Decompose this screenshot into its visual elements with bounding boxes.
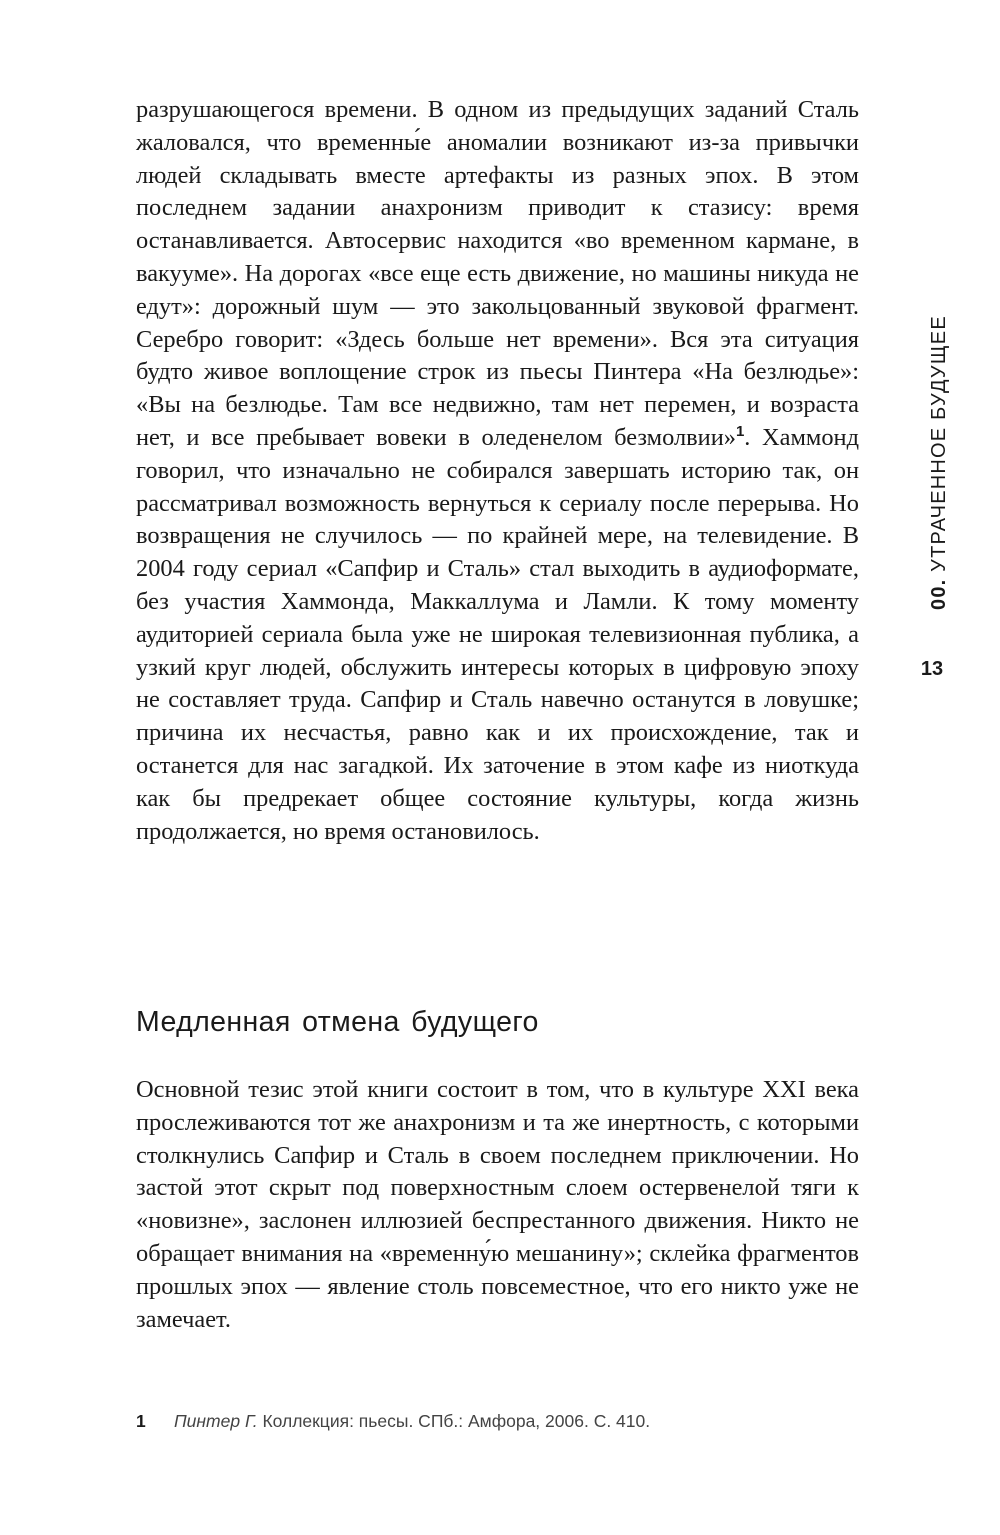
section-heading: Медленная отмена будущего: [136, 1006, 539, 1038]
running-head: [911, 315, 951, 610]
running-head-text: [919, 315, 959, 610]
footnote-reference[interactable]: 1: [735, 422, 745, 440]
footnote-author: Пинтер Г.: [174, 1411, 258, 1431]
paragraph-1-text-a: разрушающегося времени. В одном из предыдущих заданий Сталь жаловался, что временны́е аномалии возникают из-за привычки людей складывать вместе артефакты из разных эпох. В этом последнем задании анахронизм приводит к стазису: время останавливается. Автосервис находится «во временном кармане, в вакууме». На дорогах «все еще есть движение, но машины никуда не едут»: дорожный шум — это закольцованный звуковой фрагмент. Серебро говорит: «Здесь больше нет времени». Вся эта ситуация будто живое воплощение строк из пьесы Пинтера «На безлюдье»: «Вы на безлюдье. Там все недвижно, там нет перемен, и возраста нет, и все пребывает вовеки в оледенелом безмолвии»: [136, 96, 859, 451]
paragraph-1-text-b: . Хаммонд говорил, что изначально не собирался завершать историю так, он рассматривал возможность вернуться к сериалу после перерыва. Но возвращения не случилось — по крайней мере, на телевидение. В 2004 году сериал «Сапфир и Сталь» стал выходить в аудиоформате, без участия Хаммонда, Маккаллума и Ламли. К тому моменту аудиторией сериала была уже не широкая телевизионная публика, а узкий круг людей, обслужить интересы которых в цифровую эпоху не составляет труда. Сапфир и Сталь навечно останутся в ловушке; причина их несчастья, равно как и их происхождение, так и останется для нас загадкой. Их заточение в этом кафе из ниоткуда как бы предрекает общее состояние культуры, когда жизнь продолжается, но время остановилось.: [136, 423, 859, 845]
page-number: 13: [920, 658, 944, 680]
body-paragraph-2: Основной тезис этой книги состоит в том, что в культуре XXI века прослеживаются тот же анахронизм и та же инертность, с которыми столкнулись Сапфир и Сталь в своем последнем приключении. Но застой этот скрыт под поверхностным слоем остервенелой тяги к «новизне», заслонен иллюзией беспрестанного движения. Никто не обращает внимания на «временну́ю мешанину»; склейка фрагментов прошлых эпох — явление столь повсеместное, что его никто уже не замечает.: [136, 1076, 859, 1333]
footnote-citation: Коллекция: пьесы. СПб.: Амфора, 2006. С. 410.: [262, 1411, 651, 1431]
chapter-number: 00.: [928, 578, 950, 610]
footnote: [136, 1409, 650, 1433]
body-paragraph-1: [136, 94, 859, 848]
footnote-number: 1: [136, 1411, 146, 1431]
chapter-title: УТРАЧЕННОЕ БУДУЩЕЕ: [928, 315, 950, 572]
